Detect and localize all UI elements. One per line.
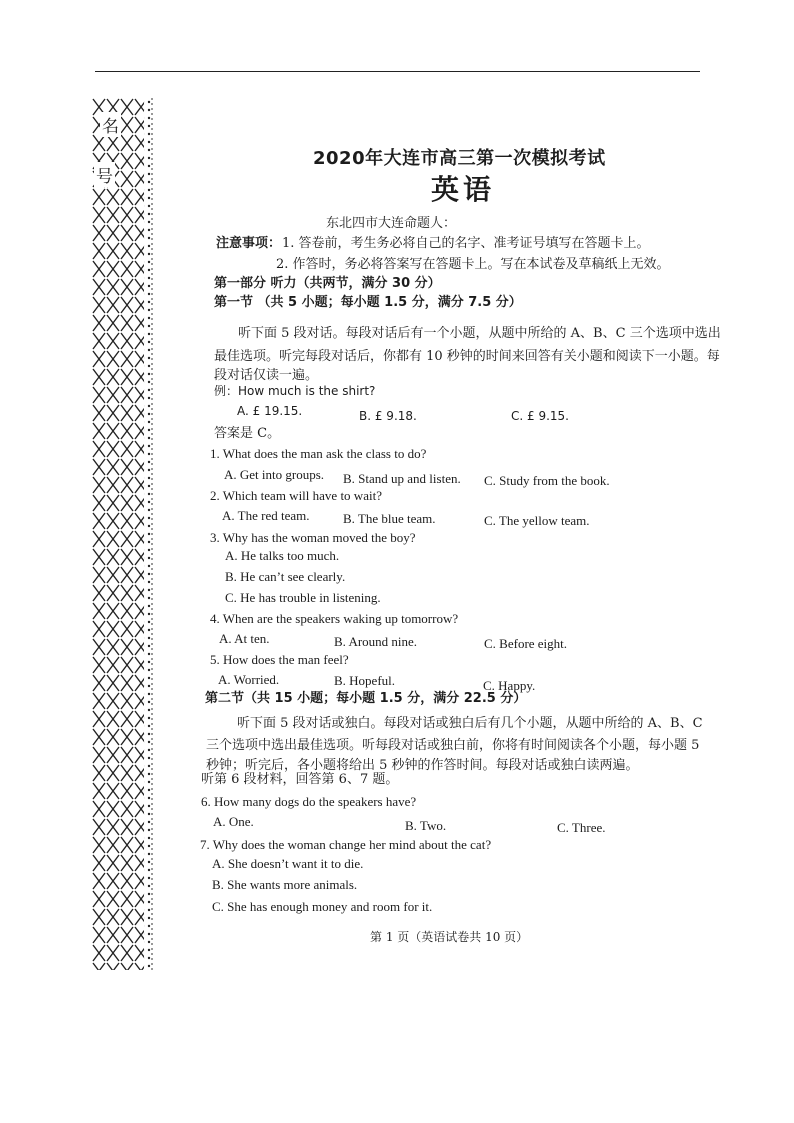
question-6-option-a: A. One. [213, 814, 254, 829]
question-5-option-c: C. Happy. [483, 678, 536, 693]
section2-instructions-2: 三个选项中选出最佳选项。听每段对话或独白前，你将有时间阅读各个小题，每小题 5 [206, 738, 700, 753]
seal-number-label: 号 [94, 162, 115, 187]
question-6: 6. How many dogs do the speakers have? [201, 794, 417, 809]
section1-instructions-2: 最佳选项。听完每段对话后，你都有 10 秒钟的时间来回答有关小题和阅读下一小题。每 [214, 349, 720, 364]
question-7-option-a: A. She doesn’t want it to die. [212, 856, 364, 871]
exam-title: 2020年大连市高三第一次模拟考试 [313, 148, 606, 169]
section2-instructions-1: 听下面 5 段对话或独白。每段对话或独白后有几个小题，从题中所给的 A、B、C [237, 716, 703, 731]
question-3-option-a: A. He talks too much. [225, 548, 340, 563]
subject-title: 英语 [431, 173, 496, 206]
question-5-option-b: B. Hopeful. [334, 673, 396, 688]
question-4: 4. When are the speakers waking up tomorrow? [210, 611, 459, 626]
binding-cross-pattern [92, 98, 156, 970]
question-6-option-b: B. Two. [405, 818, 447, 833]
section1-instructions-3: 段对话仅读一遍。 [214, 368, 319, 383]
notes-item-2: 2. 作答时，务必将答案写在答题卡上。写在本试卷及草稿纸上无效。 [276, 257, 670, 272]
question-1-option-b: B. Stand up and listen. [343, 471, 461, 486]
example-answer: 答案是 C。 [214, 426, 281, 441]
question-7: 7. Why does the woman change her mind about the cat? [200, 837, 492, 852]
example-option-a: A. £ 19.15. [237, 404, 303, 418]
question-5-option-a: A. Worried. [218, 672, 280, 687]
question-2-option-a: A. The red team. [222, 508, 310, 523]
notes-item-1: 1. 答卷前，考生务必将自己的名字、准考证号填写在答题卡上。 [282, 236, 650, 251]
question-4-option-c: C. Before eight. [484, 636, 568, 651]
page-footer: 第 1 页（英语试卷共 10 页） [370, 930, 529, 944]
top-rule [95, 71, 700, 72]
question-1-option-c: C. Study from the book. [484, 473, 610, 488]
question-7-option-c: C. She has enough money and room for it. [212, 899, 433, 914]
question-7-option-b: B. She wants more animals. [212, 877, 358, 892]
author-line: 东北四市大连命题人： [326, 216, 457, 231]
question-1: 1. What does the man ask the class to do? [210, 446, 427, 461]
example-option-c: C. £ 9.15. [511, 409, 569, 423]
question-1-option-a: A. Get into groups. [224, 467, 325, 482]
question-2-option-b: B. The blue team. [343, 511, 436, 526]
section1-title: 第一节 （共 5 小题；每小题 1.5 分，满分 7.5 分） [214, 295, 522, 310]
question-3-option-c: C. He has trouble in listening. [225, 590, 381, 605]
notes-heading: 注意事项： [216, 236, 282, 251]
binding-margin [92, 98, 156, 970]
question-3: 3. Why has the woman moved the boy? [210, 530, 416, 545]
section2-instructions-3: 秒钟；听完后，各小题将给出 5 秒钟的作答时间。每段对话或独白读两遍。 [206, 758, 639, 773]
section2-title: 第二节（共 15 小题；每小题 1.5 分，满分 22.5 分） [205, 691, 527, 706]
question-6-option-c: C. Three. [557, 820, 606, 835]
question-2-option-c: C. The yellow team. [484, 513, 590, 528]
question-2: 2. Which team will have to wait? [210, 488, 382, 503]
material-6-instruction: 听第 6 段材料，回答第 6、7 题。 [201, 772, 399, 787]
part1-title: 第一部分 听力（共两节，满分 30 分） [214, 276, 441, 291]
question-4-option-b: B. Around nine. [334, 634, 418, 649]
section1-instructions-1: 听下面 5 段对话。每段对话后有一个小题，从题中所给的 A、B、C 三个选项中选出 [238, 326, 721, 341]
question-3-option-b: B. He can’t see clearly. [225, 569, 346, 584]
question-5: 5. How does the man feel? [210, 652, 349, 667]
question-4-option-a: A. At ten. [219, 631, 270, 646]
seal-name-label: 名 [100, 112, 121, 137]
example-question: 例：How much is the shirt? [214, 384, 376, 398]
example-option-b: B. £ 9.18. [359, 409, 417, 423]
